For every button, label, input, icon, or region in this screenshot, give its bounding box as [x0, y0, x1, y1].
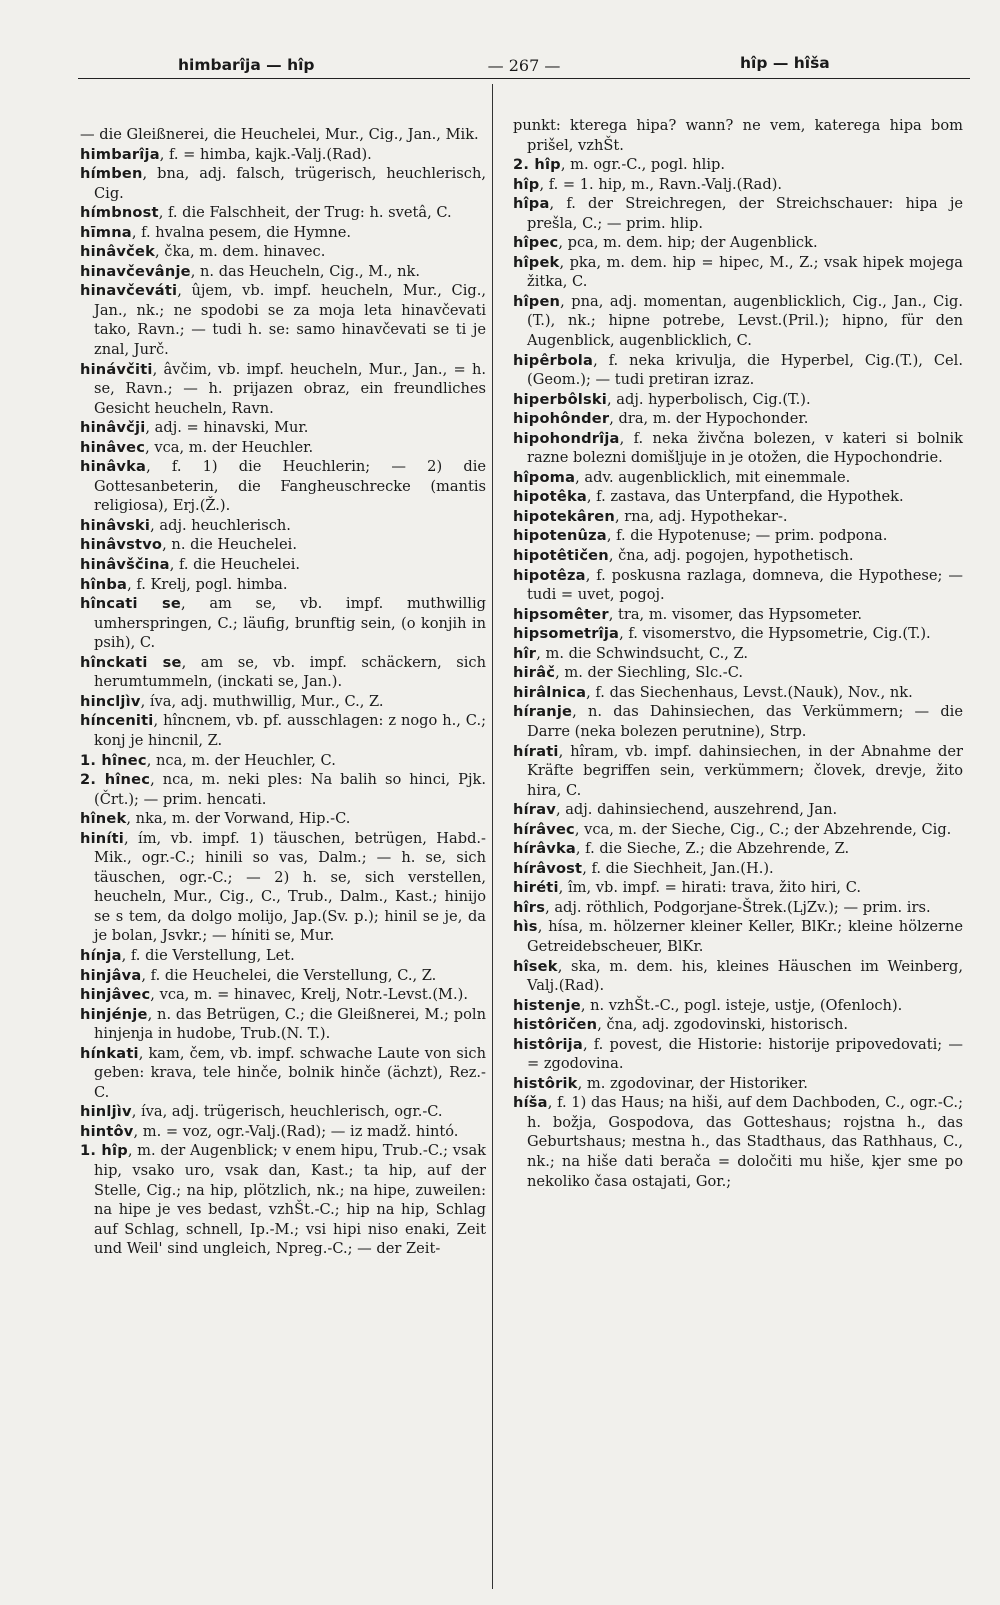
dictionary-entry: hínja, f. die Verstellung, Let. [80, 946, 295, 964]
dictionary-entry: hînckati se, am se, vb. impf. schäckern, sich herumtummeln, (inckati se, Jan.). [80, 653, 486, 691]
dictionary-entry: hírâvka, f. die Sieche, Z.; die Abzehrende, Z. [513, 840, 850, 858]
dictionary-entry: hinávčiti, âvčim, vb. impf. heucheln, Mur., Jan., = h. se, Ravn.; — h. prijazen obraz, ein freundliches Gesicht heucheln, Ravn. [80, 360, 486, 417]
dictionary-entry: histenje, n. vzhŠt.-C., pogl. isteje, ustje, (Ofenloch). [513, 996, 903, 1014]
dictionary-entry: hîpen, pna, adj. momentan, augenblicklich, Cig., Jan., Cig.(T.), nk.; hipne potrebe, Levst.(Pril.); hipno, für den Augenblick, augenblicklich, C. [513, 292, 963, 350]
dictionary-entry: hinjâva, f. die Heuchelei, die Verstellung, C., Z. [80, 966, 437, 984]
dictionary-entry: hinjâvec, vca, m. = hinavec, Krelj, Notr.-Levst.(M.). [80, 986, 468, 1004]
dictionary-entry: hírav, adj. dahinsiechend, auszehrend, Jan. [513, 801, 838, 819]
dictionary-entry: hirâč, m. der Siechling, Slc.-C. [513, 664, 744, 682]
right-column [513, 116, 963, 1191]
dictionary-entry: hîrs, adj. röthlich, Podgorjane-Štrek.(LjZv.); — prim. irs. [513, 898, 931, 916]
dictionary-entry: hinavčevânje, n. das Heucheln, Cig., M., nk. [80, 262, 421, 280]
dictionary-entry: hîpec, pca, m. dem. hip; der Augenblick. [513, 234, 818, 252]
dictionary-entry: hipohondrîja, f. neka živčna bolezen, v kateri si bolnik razne bolezni domišljuje in je otožen, die Hypochondrie. [513, 429, 963, 467]
dictionary-entry: hipotêtičen, čna, adj. pogojen, hypothetisch. [513, 547, 854, 565]
page-number: — 267 — [487, 56, 561, 75]
left-column [80, 125, 486, 1259]
dictionary-entry: hîsek, ska, m. dem. his, kleines Häuschen im Weinberg, Valj.(Rad). [513, 957, 963, 995]
dictionary-entry: hipohônder, dra, m. der Hypochonder. [513, 410, 809, 428]
dictionary-entry: punkt: kterega hipa? wann? ne vem, katerega hipa bom prišel, vzhŠt. [513, 117, 963, 154]
dictionary-entry: histôrija, f. povest, die Historie: historije pripovedovati; — = zgodovina. [513, 1035, 963, 1073]
dictionary-entry: hínkati, kam, čem, vb. impf. schwache Laute von sich geben: krava, tele hinče, bolnik hinče (ächzt), Rez.-C. [80, 1044, 486, 1101]
dictionary-entry: hipotekâren, rna, adj. Hypothekar-. [513, 507, 788, 525]
header-left-guide-words: himbarîja — hîp [178, 56, 315, 74]
dictionary-entry: 2. hînec, nca, m. neki ples: Na balih so hinci, Pjk.(Črt.); — prim. hencati. [80, 771, 486, 808]
dictionary-entry: hîpek, pka, m. dem. hip = hipec, M., Z.; vsak hipek mojega žitka, C. [513, 253, 963, 291]
dictionary-entry: hímben, bna, adj. falsch, trügerisch, heuchlerisch, Cig. [80, 165, 486, 202]
dictionary-entry: hîncati se, am se, vb. impf. muthwillig umherspringen, C.; läufig, brunftig sein, (o konjih in psih), C. [80, 595, 486, 652]
dictionary-entry: híranje, n. das Dahinsiechen, das Verkümmern; — die Darre (neka bolezen perutnine), Strp. [513, 703, 963, 740]
dictionary-entry: — die Gleißnerei, die Heuchelei, Mur., Cig., Jan., Mik. [80, 126, 479, 143]
dictionary-entry: hîp, f. = 1. hip, m., Ravn.-Valj.(Rad). [513, 175, 783, 193]
dictionary-entry: hinjénje, n. das Betrügen, C.; die Gleißnerei, M.; poln hinjenja in hudobe, Trub.(N. T.). [80, 1005, 486, 1043]
dictionary-entry: hírâvec, vca, m. der Sieche, Cig., C.; der Abzehrende, Cig. [513, 820, 952, 838]
dictionary-entry: hipotenûza, f. die Hypotenuse; — prim. podpona. [513, 527, 888, 545]
dictionary-entry: hiperbôlski, adj. hyperbolisch, Cig.(T.). [513, 390, 811, 408]
dictionary-entry: hintôv, m. = voz, ogr.-Valj.(Rad); — iz madž. hintó. [80, 1122, 459, 1140]
dictionary-entry: hîr, m. die Schwindsucht, C., Z. [513, 644, 749, 662]
dictionary-entry: 2. hîp, m. ogr.-C., pogl. hlip. [513, 156, 725, 174]
dictionary-entry: hínceniti, hîncnem, vb. pf. ausschlagen: z nogo h., C.; konj je hincnil, Z. [80, 712, 486, 749]
dictionary-entry: hipsometrîja, f. visomerstvo, die Hypsometrie, Cig.(T.). [513, 625, 931, 643]
dictionary-entry: hinâvček, čka, m. dem. hinavec. [80, 243, 326, 261]
dictionary-entry: hinavčeváti, ûjem, vb. impf. heucheln, Mur., Cig., Jan., nk.; ne spodobi se za moja leta hinavčevati tako, Ravn.; — tudi h. se: samo hinavčevati se ti je znal, Jurč. [80, 282, 486, 359]
dictionary-entry: hipotêka, f. zastava, das Unterpfand, die Hypothek. [513, 488, 904, 506]
dictionary-entry: hinâvstvo, n. die Heuchelei. [80, 536, 297, 554]
dictionary-entry: hinâvec, vca, m. der Heuchler. [80, 438, 314, 456]
dictionary-entry: híša, f. 1) das Haus; na hiši, auf dem Dachboden, C., ogr.-C.; h. božja, Gospodova, das Gotteshaus; rojstna h., das Geburtshaus; mestna h., das Stadthaus, das Rathhaus, C., nk.; na hiše dati berača = določiti mu hiše, kjer sme po nekoliko časa ostajati, Gor.; [513, 1094, 963, 1190]
dictionary-entry: hinâvčji, adj. = hinavski, Mur. [80, 419, 309, 437]
dictionary-entry: hînba, f. Krelj, pogl. himba. [80, 575, 288, 593]
dictionary-entry: hipêrbola, f. neka krivulja, die Hyperbel, Cig.(T.), Cel.(Geom.); — tudi pretiran izraz. [513, 351, 963, 389]
dictionary-entry: hiníti, ím, vb. impf. 1) täuschen, betrügen, Habd.-Mik., ogr.-C.; hinili so vas, Dalm.; — h. se, sich täuschen, ogr.-C.; — 2) h. se, sich verstellen, heucheln, Mur., Cig., C., Trub., Dalm., Kast.; hinijo se s tem, da dolgo molijo, Jap.(Sv. p.); hinil se je, da je bolan, Jsvkr.; — híniti se, Mur. [80, 829, 486, 945]
dictionary-entry: hîpa, f. der Streichregen, der Streichschauer: hipa je prešla, C.; — prim. hlip. [513, 195, 963, 232]
dictionary-entry: hirâlnica, f. das Siechenhaus, Levst.(Nauk), Nov., nk. [513, 683, 913, 701]
dictionary-entry: hinâvka, f. 1) die Heuchlerin; — 2) die Gottesanbeterin, die Fangheuschrecke (mantis religiosa), Erj.(Ž.). [80, 458, 486, 515]
dictionary-entry: histôričen, čna, adj. zgodovinski, historisch. [513, 1016, 848, 1034]
header-right-guide-words: hîp — hîša [740, 54, 830, 72]
dictionary-entry: hipotêza, f. poskusna razlaga, domneva, die Hypothese; — tudi = uvet, pogoj. [513, 566, 963, 604]
dictionary-entry: hīmna, f. hvalna pesem, die Hymne. [80, 223, 352, 241]
dictionary-entry: hipsomêter, tra, m. visomer, das Hypsometer. [513, 605, 863, 623]
dictionary-entry: himbarîja, f. = himba, kajk.-Valj.(Rad). [80, 145, 372, 163]
dictionary-entry: histôrik, m. zgodovinar, der Historiker. [513, 1074, 808, 1092]
dictionary-entry: hìs, hísa, m. hölzerner kleiner Keller, BlKr.; kleine hölzerne Getreidebscheuer, BlKr. [513, 918, 963, 955]
column-divider [492, 84, 493, 1589]
dictionary-entry: hinâvščina, f. die Heuchelei. [80, 556, 301, 574]
dictionary-entry: 1. hîp, m. der Augenblick; v enem hipu, Trub.-C.; vsak hip, vsako uro, vsak dan, Kast.; ta hip, auf der Stelle, Cig.; na hip, plötzlich, nk.; na hipe, zuweilen: na hipe je ves bedast, vzhŠt.-C.; hip na hip, Schlag auf Schlag, schnell, Ip.-M.; vsi hipi niso enaki, Zeit und Weil' sind ungleich, Npreg.-C.; — der Zeit- [80, 1142, 486, 1258]
dictionary-entry: hímbnost, f. die Falschheit, der Trug: h. svetâ, C. [80, 204, 452, 222]
running-header [78, 50, 970, 78]
dictionary-entry: hinâvski, adj. heuchlerisch. [80, 516, 291, 534]
header-rule [78, 78, 970, 79]
dictionary-entry: hinljìv, íva, adj. trügerisch, heuchlerisch, ogr.-C. [80, 1103, 443, 1121]
dictionary-entry: hírâvost, f. die Siechheit, Jan.(H.). [513, 859, 774, 877]
dictionary-entry: hiréti, îm, vb. impf. = hirati: trava, žito hiri, C. [513, 879, 861, 897]
dictionary-entry: hírati, hîram, vb. impf. dahinsiechen, in der Abnahme der Kräfte begriffen sein, verkümmern; človek, drevje, žito hira, C. [513, 742, 963, 799]
dictionary-entry: 1. hînec, nca, m. der Heuchler, C. [80, 751, 336, 769]
dictionary-entry: hîpoma, adv. augenblicklich, mit einemmale. [513, 468, 851, 486]
dictionary-entry: hincljìv, íva, adj. muthwillig, Mur., C., Z. [80, 692, 384, 710]
dictionary-entry: hînek, nka, m. der Vorwand, Hip.-C. [80, 810, 351, 828]
